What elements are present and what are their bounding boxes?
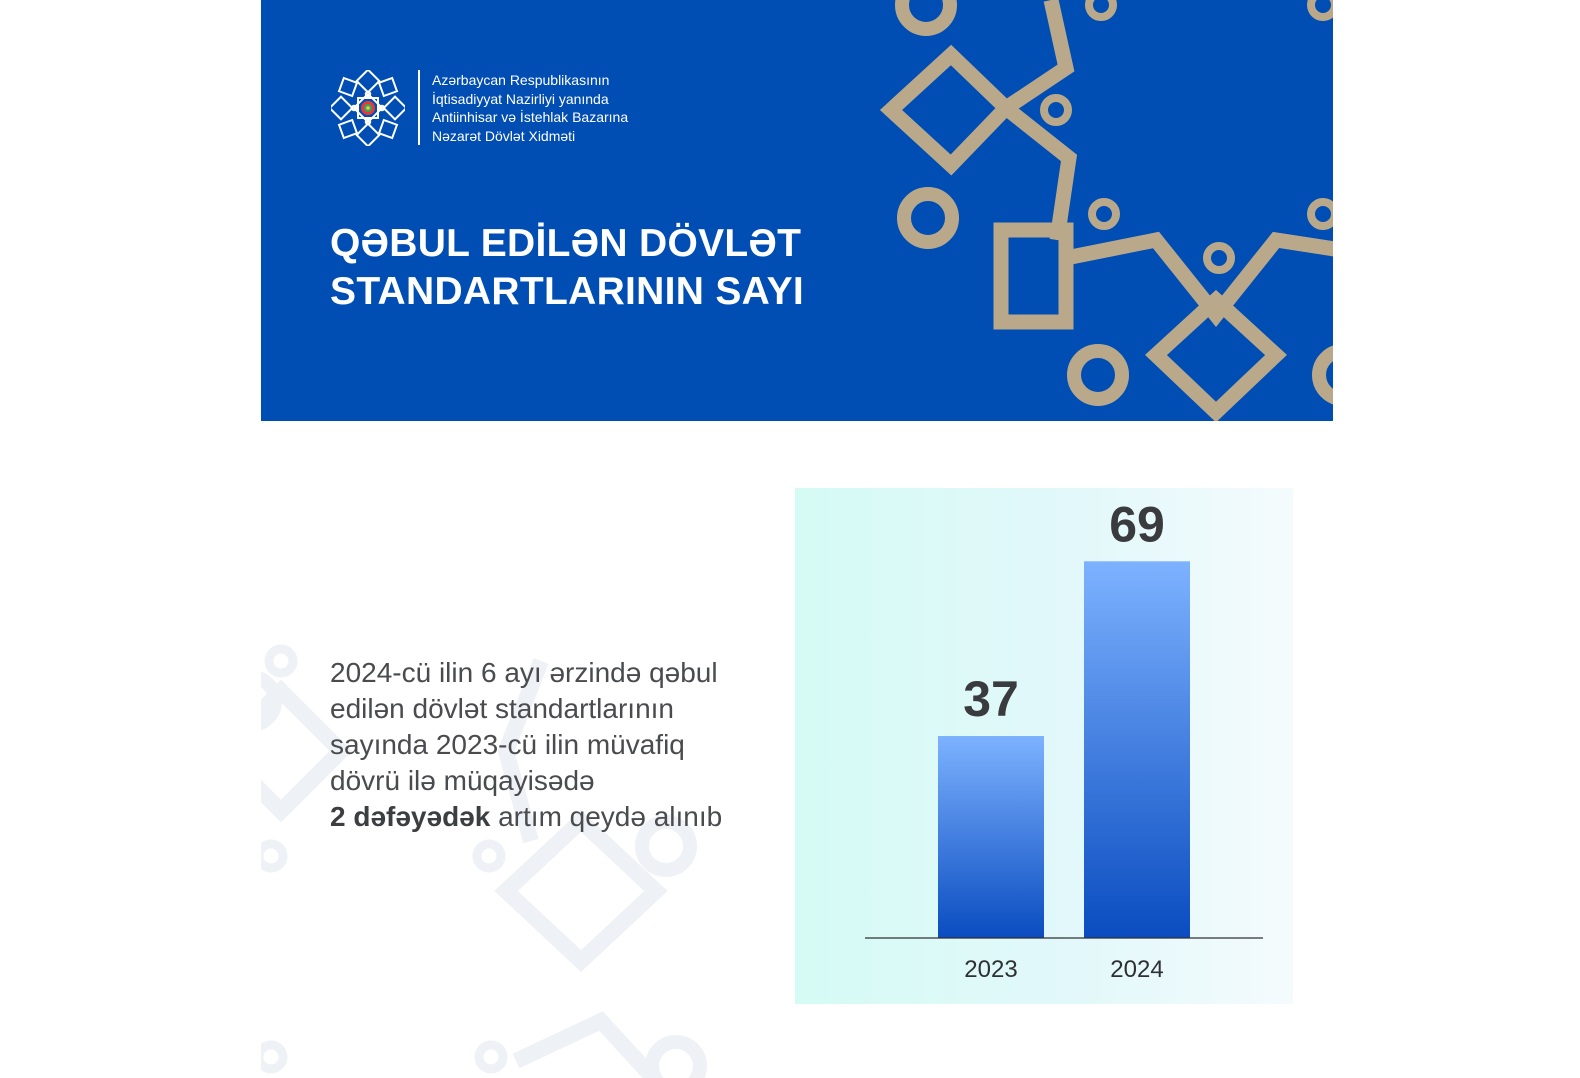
bar-2023	[938, 736, 1044, 938]
title-line: QƏBUL EDİLƏN DÖVLƏT	[330, 222, 802, 265]
category-label-2024: 2024	[1110, 956, 1164, 983]
page-title	[330, 220, 804, 316]
organization-line: İqtisadiyyat Nazirliyi yanında	[432, 90, 609, 107]
description-line: sayında 2023-cü ilin müvafiq	[330, 729, 685, 760]
organization-line: Nəzarət Dövlət Xidməti	[432, 127, 576, 144]
organization-line: Antiinhisar və İstehlak Bazarına	[432, 109, 629, 126]
bar-chart	[795, 488, 1293, 1004]
category-label-2023: 2023	[964, 956, 1018, 983]
description-text	[330, 655, 770, 835]
value-label-2023: 37	[963, 671, 1019, 727]
bar-2024	[1084, 561, 1190, 938]
title-line: STANDARTLARININ SAYI	[330, 270, 805, 313]
infographic-card	[261, 0, 1333, 1078]
ornament-pattern-icon	[261, 0, 1333, 421]
logo-divider	[418, 70, 420, 145]
description-line: 2024-cü ilin 6 ayı ərzində qəbul	[330, 657, 718, 688]
header-banner	[261, 0, 1333, 421]
description-line-final	[330, 799, 770, 835]
organization-name	[432, 71, 628, 145]
description-line: edilən dövlət standartlarının	[330, 693, 674, 724]
organization-line: Azərbaycan Respublikasının	[432, 72, 610, 88]
description-tail: artım qeydə alınıb	[490, 801, 723, 832]
description-highlight: 2 dəfəyədək	[330, 801, 491, 832]
bar-chart-svg	[795, 488, 1293, 1004]
description-line: dövrü ilə müqayisədə	[330, 765, 595, 796]
emblem-icon	[331, 70, 405, 146]
value-label-2024: 69	[1109, 496, 1165, 553]
